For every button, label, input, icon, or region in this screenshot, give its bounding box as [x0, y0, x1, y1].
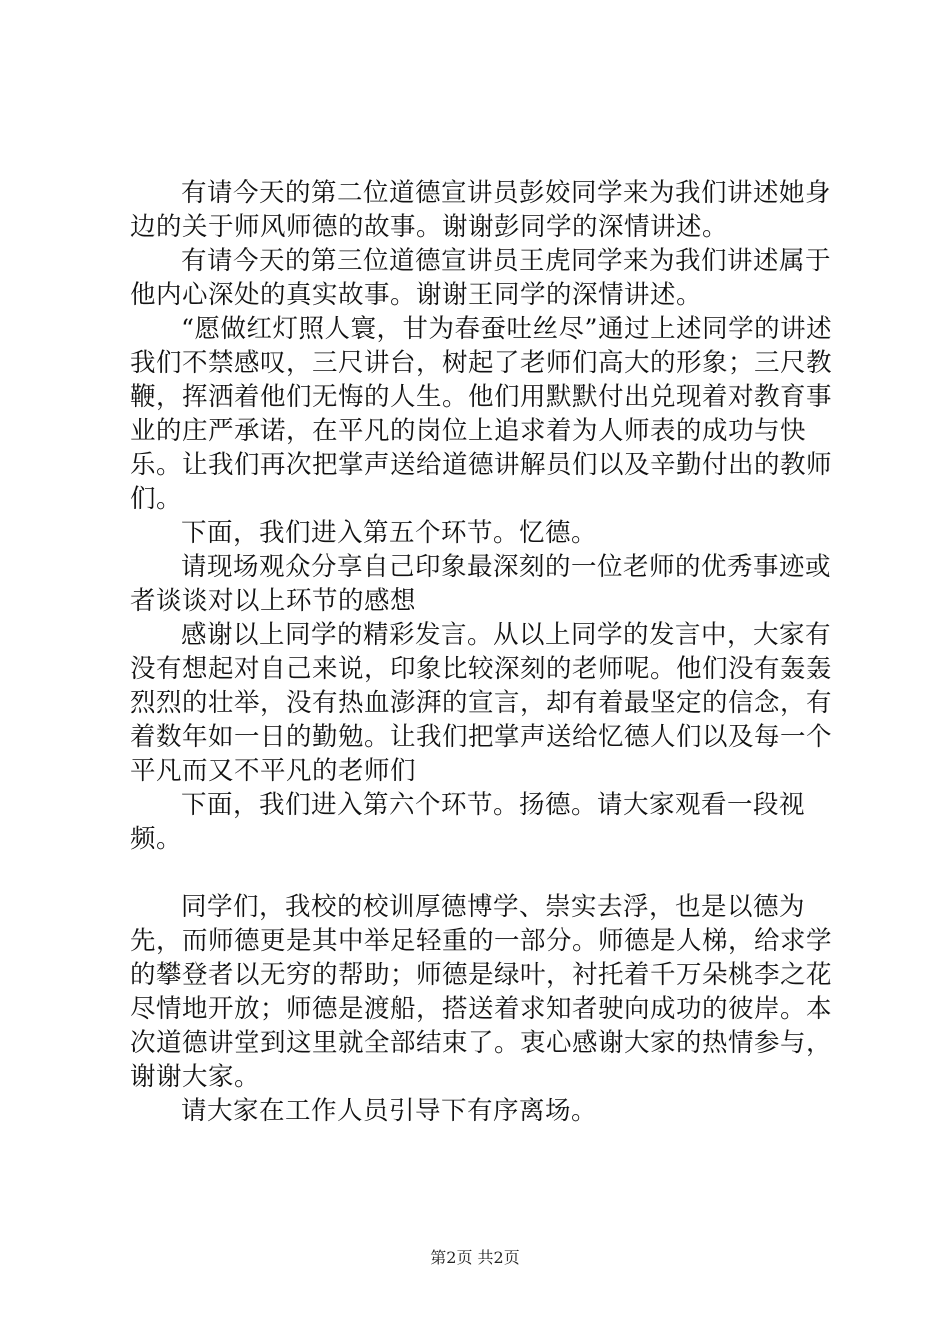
paragraph-section-six: 下面，我们进入第六个环节。扬德。请大家观看一段视频。: [130, 790, 806, 854]
page-footer: 第2页 共2页: [430, 1248, 520, 1267]
paragraph-section-five: 下面，我们进入第五个环节。忆德。: [181, 518, 598, 548]
paragraph-exit: 请大家在工作人员引导下有序离场。: [181, 1096, 598, 1126]
paragraph-thanks: 感谢以上同学的精彩发言。从以上同学的发言中，大家有没有想起对自己来说，印象比较深刻的老师呢。他们没有轰轰烈烈的壮举，没有热血澎湃的宣言，却有着最坚定的信念，有着数年如一日的勤勉。让我们把掌声送给忆德人们以及每一个平凡而又不平凡的老师们: [130, 620, 833, 786]
paragraph-tribute: “愿做红灯照人寰，甘为春蚕吐丝尽”通过上述同学的讲述我们不禁感叹，三尺讲台，树起了老师们高大的形象；三尺教鞭，挥洒着他们无悔的人生。他们用默默付出兑现着对教育事业的庄严承诺，在平凡的岗位上追求着为人师表的成功与快乐。让我们再次把掌声送给道德讲解员们以及辛勤付出的教师们。: [130, 314, 833, 514]
document-body: [130, 176, 850, 1128]
paragraph-speaker-two: 有请今天的第二位道德宣讲员彭姣同学来为我们讲述她身边的关于师风师德的故事。谢谢彭同学的深情讲述。: [130, 178, 832, 242]
paragraph-speaker-three: 有请今天的第三位道德宣讲员王虎同学来为我们讲述属于他内心深处的真实故事。谢谢王同学的深情讲述。: [130, 246, 832, 310]
paragraph-spacer: [130, 856, 850, 890]
paragraph-closing: 同学们，我校的校训厚德博学、崇实去浮，也是以德为先，而师德更是其中举足轻重的一部分。师德是人梯，给求学的攀登者以无穷的帮助；师德是绿叶，衬托着千万朵桃李之花尽情地开放；师德是渡船，搭送着求知者驶向成功的彼岸。本次道德讲堂到这里就全部结束了。衷心感谢大家的热情参与，谢谢大家。: [130, 892, 833, 1092]
paragraph-audience-share: 请现场观众分享自己印象最深刻的一位老师的优秀事迹或者谈谈对以上环节的感想: [130, 552, 832, 616]
